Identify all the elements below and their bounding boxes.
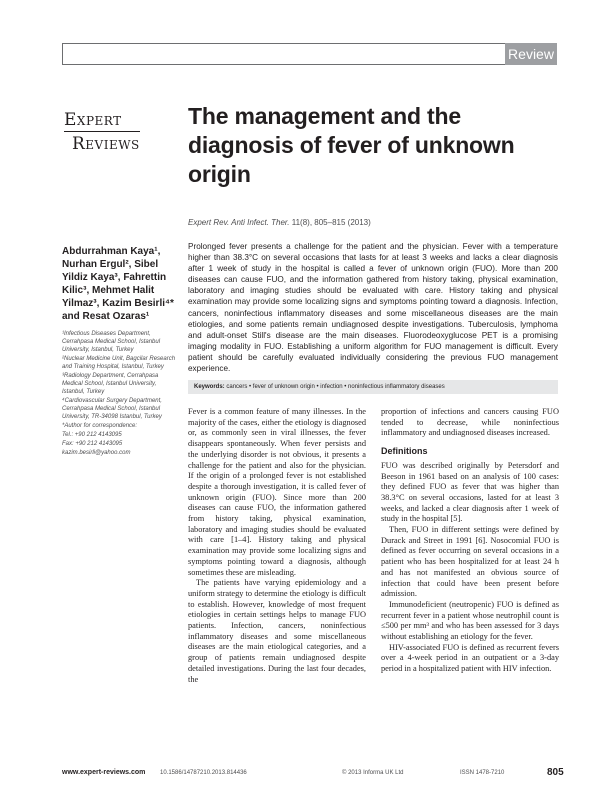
keywords-text: cancers • fever of unknown origin • infection • noninfectious inflammatory diseases [224,384,445,390]
affiliations [62,330,180,458]
body-paragraph: HIV-associated FUO is defined as recurrent fevers over a 4-week period in an outpatient or a 3-day period in a hospitalized patient with HIV infection. [381,642,559,674]
body-paragraph: FUO was described originally by Petersdorf and Beeson in 1961 based on an analysis of 100 cases: they defined FUO as fever that was higher than 38.3°C on several occasions, lasted for at least 3 weeks, and lacked a clear diagnosis after 1 week of study in the hospital [5]. [381,460,559,524]
keywords-box [188,380,558,394]
body-column-left [188,407,366,685]
footer-website[interactable]: www.expert-reviews.com [62,769,146,776]
logo-line-1: Expert [64,110,140,132]
logo-line-2: Reviews [72,134,140,154]
correspondence-email[interactable]: kazim.besirli@yahoo.com [62,450,131,456]
affiliation-1: ¹Infectious Diseases Department, Cerrahpasa Medical School, Istanbul University, Istanbul, Turkey [62,331,161,353]
body-paragraph: proportion of infections and cancers causing FUO tended to decrease, while noninfectious inflammatory and undiagnosed diseases increased. [381,407,559,438]
citation-journal: Expert Rev. Anti Infect. Ther. [188,218,290,227]
body-paragraph: Fever is a common feature of many illnesses. In the majority of the cases, either the etiology is diagnosed or, as commonly seen in viral illnesses, the fever disappears spontaneously. When fever persists and the underlying disorder is not obvious, it presents a challenge for the patient and also for the physician. If the origin of a prolonged fever is not established despite a thorough investigation, it is called fever of unknown origin (FUO). Since more than 200 diseases can cause FUO, the information gathered from history taking, physical examination, laboratory and imaging studies should be evaluated with care [1–4]. History taking and physical examination may provide some localizing signs and symptoms pointing toward a diagnosis, although sometimes these are misleading. [188,407,366,577]
footer-doi: 10.1586/14787210.2013.814436 [160,770,247,776]
body-column-right [381,407,559,675]
correspondence-label: *Author for correspondence: [62,423,138,429]
article-title: The management and the diagnosis of fever of unknown origin [188,103,515,187]
article-type-tag: Review [505,43,557,65]
body-paragraph: The patients have varying epidemiology and a uniform strategy to determine the etiology is difficult to establish. However, knowledge of most frequent etiologies in certain settings helps to manage FUO patients. Infection, cancers, noninfectious inflammatory diseases and some miscellaneous diseases are the main etiological categories, and a group of patients remain undiagnosed despite detailed investigations. During the last four decades, the [188,578,366,684]
footer-copyright: © 2013 Informa UK Ltd [342,770,404,776]
abstract: Prolonged fever presents a challenge for the patient and the physician. Fever with a temperature higher than 38.3°C on several occasions that lasts for at least 3 weeks and lacks a clear diagnosis after 1 week of study in the hospital is called a fever of unknown origin (FUO). More than 200 diseases can cause FUO, and the information gathered from history taking, physical examination, laboratory and imaging studies should be evaluated with care. History taking and physical examination may provide some localizing signs and symptoms pointing toward a diagnosis. Infection, cancers, noninfectious inflammatory diseases and some miscellaneous diseases are the main etiologies, and some patients remain undiagnosed despite investigations. Tuberculosis, lymphoma and adult-onset Still's disease are the main diseases. Fluorodeoxyglucose PET is a promising imaging modality in FUO. Establishing a uniform algorithm for FUO management is difficult. Every patient should be carefully evaluated individually considering the previous FUO management experience. [188,242,558,374]
section-heading-definitions: Definitions [381,446,428,457]
page-footer [62,767,564,783]
footer-issn: ISSN 1478-7210 [460,770,505,776]
affiliation-4: ⁴Cardiovascular Surgery Department, Cerrahpasa Medical School, Istanbul University, TR-34098 Istanbul, Turkey [62,398,162,420]
correspondence-tel: Tel.: +90 212 4143095 [62,432,122,438]
citation-volume: 11(8), 805–815 (2013) [289,218,371,227]
journal-logo [64,110,160,154]
keywords-label: Keywords: [194,384,225,390]
correspondence-fax: Fax: +90 212 4143095 [62,441,123,447]
citation [188,218,371,227]
body-paragraph: Immunodeficient (neutropenic) FUO is defined as recurrent fever in a patient whose neutrophil count is ≤500 per mm³ and who has been assessed for 3 days without establishing an etiology for the fever. [381,599,559,642]
page-number: 805 [547,767,564,778]
header-rule-box [62,43,505,65]
affiliation-3: ³Radiology Department, Cerrahpasa Medical School, Istanbul University, Istanbul, Turkey [62,373,159,395]
body-paragraph: Then, FUO in different settings were defined by Durack and Street in 1991 [6]. Nosocomial FUO is defined as fever occurring on several occasions in a patient who has been hospitalized for at least 24 h and has not manifested an obvious source of infection that could have been present before admission. [381,525,559,599]
author-list: Abdurrahman Kaya¹, Nurhan Ergul², Sibel Yildiz Kaya³, Fahrettin Kilic³, Mehmet Halit Yilmaz³, Kazim Besirli⁴* and Resat Ozaras¹ [62,246,174,322]
affiliation-2: ²Nuclear Medicine Unit, Bagcilar Research and Training Hospital, Istanbul, Turkey [62,356,176,370]
